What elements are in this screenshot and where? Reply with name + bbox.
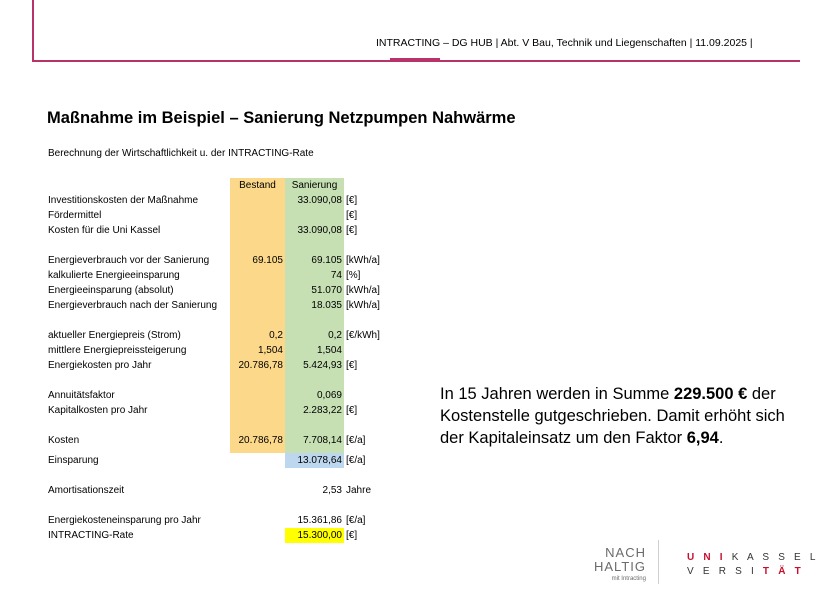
- row-label: Investitionskosten der Maßnahme: [48, 195, 199, 206]
- sanierung-value: 13.078,64: [297, 455, 342, 466]
- sanierung-value: 0,069: [316, 390, 342, 401]
- sanierung-value: 5.424,93: [303, 360, 342, 371]
- row-label: Annuitätsfaktor: [48, 390, 115, 401]
- unit: [kWh/a]: [346, 255, 380, 266]
- row-label: Energieverbrauch vor der Sanierung: [48, 255, 210, 266]
- column-header-sanierung: Sanierung: [291, 180, 338, 191]
- sanierung-value: 33.090,08: [297, 195, 342, 206]
- bestand-value: 1,504: [257, 345, 283, 356]
- row-label: Kapitalkosten pro Jahr: [48, 405, 148, 416]
- sanierung-value: 74: [330, 270, 342, 281]
- row-label: Kosten für die Uni Kassel: [48, 225, 161, 236]
- unit: [€]: [346, 405, 358, 416]
- unit: [kWh/a]: [346, 300, 380, 311]
- summary-part-1: In 15 Jahren werden in Summe: [440, 385, 674, 403]
- row-label: Energieeinsparung (absolut): [48, 285, 174, 296]
- row-label: INTRACTING-Rate: [48, 530, 134, 541]
- bestand-value: 20.786,78: [238, 360, 283, 371]
- column-header-bestand: Bestand: [239, 180, 276, 191]
- unit: [€]: [346, 210, 358, 221]
- bestand-column-background: [230, 178, 285, 453]
- bestand-value: 20.786,78: [238, 435, 283, 446]
- unit: [€]: [346, 225, 358, 236]
- unit: [€/a]: [346, 455, 366, 466]
- unit: [€/a]: [346, 515, 366, 526]
- uni-kassel-logo-rest-2: V E R S I: [687, 566, 763, 577]
- unit: [kWh/a]: [346, 285, 380, 296]
- uni-kassel-logo-rest-1: K A S S E L: [725, 552, 819, 563]
- unit: [%]: [346, 270, 361, 281]
- bestand-value: 69.105: [252, 255, 283, 266]
- sanierung-value: 33.090,08: [297, 225, 342, 236]
- row-label: Einsparung: [48, 455, 99, 466]
- summary-text: [440, 383, 790, 449]
- sanierung-value: 15.300,00: [297, 530, 342, 541]
- row-label: Energiekosten pro Jahr: [48, 360, 152, 371]
- sanierung-value: 0,2: [328, 330, 342, 341]
- row-label: mittlere Energiepreissteigerung: [48, 345, 187, 356]
- unit: Jahre: [346, 485, 372, 496]
- header-breadcrumb: INTRACTING – DG HUB | Abt. V Bau, Technik und Liegenschaften | 11.09.2025 |: [376, 37, 753, 49]
- sanierung-value: 7.708,14: [303, 435, 342, 446]
- row-label: Kosten: [48, 435, 80, 446]
- calculation-table-title: Berechnung der Wirtschaftlichkeit u. der INTRACTING-Rate: [48, 148, 314, 159]
- sanierung-value: 15.361,86: [297, 515, 342, 526]
- row-label: kalkulierte Energieeinsparung: [48, 270, 180, 281]
- unit: [€]: [346, 530, 358, 541]
- nachhaltig-logo-line1: NACH: [605, 545, 646, 560]
- slide-title: Maßnahme im Beispiel – Sanierung Netzpumpen Nahwärme: [47, 109, 516, 127]
- nachhaltig-logo: [594, 546, 646, 584]
- row-label: Amortisationszeit: [48, 485, 125, 496]
- uni-kassel-logo-line1: [687, 551, 819, 565]
- sanierung-value: 2,53: [322, 485, 342, 496]
- row-label: Fördermittel: [48, 210, 102, 221]
- row-label: Energiekosteneinsparung pro Jahr: [48, 515, 201, 526]
- uni-kassel-logo-accent-1: U N I: [687, 552, 726, 563]
- uni-kassel-logo-line2: [687, 565, 819, 579]
- nachhaltig-logo-line2: HALTIG: [594, 559, 646, 574]
- unit: [€/kWh]: [346, 330, 380, 341]
- sanierung-value: 2.283,22: [303, 405, 342, 416]
- sanierung-value: 1,504: [316, 345, 342, 356]
- sanierung-value: 51.070: [311, 285, 342, 296]
- sanierung-value: 69.105: [311, 255, 342, 266]
- nachhaltig-logo-line3: mit Intracting: [611, 576, 646, 582]
- header-accent-bar: [390, 58, 440, 62]
- header-frame-line-left: [32, 0, 34, 62]
- summary-part-3: .: [718, 429, 724, 447]
- logo-divider: [658, 540, 659, 584]
- summary-factor: 6,94: [686, 429, 719, 447]
- row-label: aktueller Energiepreis (Strom): [48, 330, 181, 341]
- uni-kassel-logo: [687, 551, 819, 579]
- summary-amount: 229.500 €: [673, 385, 748, 403]
- unit: [€]: [346, 360, 358, 371]
- unit: [€/a]: [346, 435, 366, 446]
- summary-part-2: der Kostenstelle gutgeschrieben. Damit erhöht sich der Kapitaleinsatz um den Faktor: [440, 385, 785, 447]
- uni-kassel-logo-accent-2: T Ä T: [762, 566, 804, 577]
- sanierung-value: 18.035: [311, 300, 342, 311]
- row-label: Energieverbrauch nach der Sanierung: [48, 300, 217, 311]
- bestand-value: 0,2: [269, 330, 283, 341]
- unit: [€]: [346, 195, 358, 206]
